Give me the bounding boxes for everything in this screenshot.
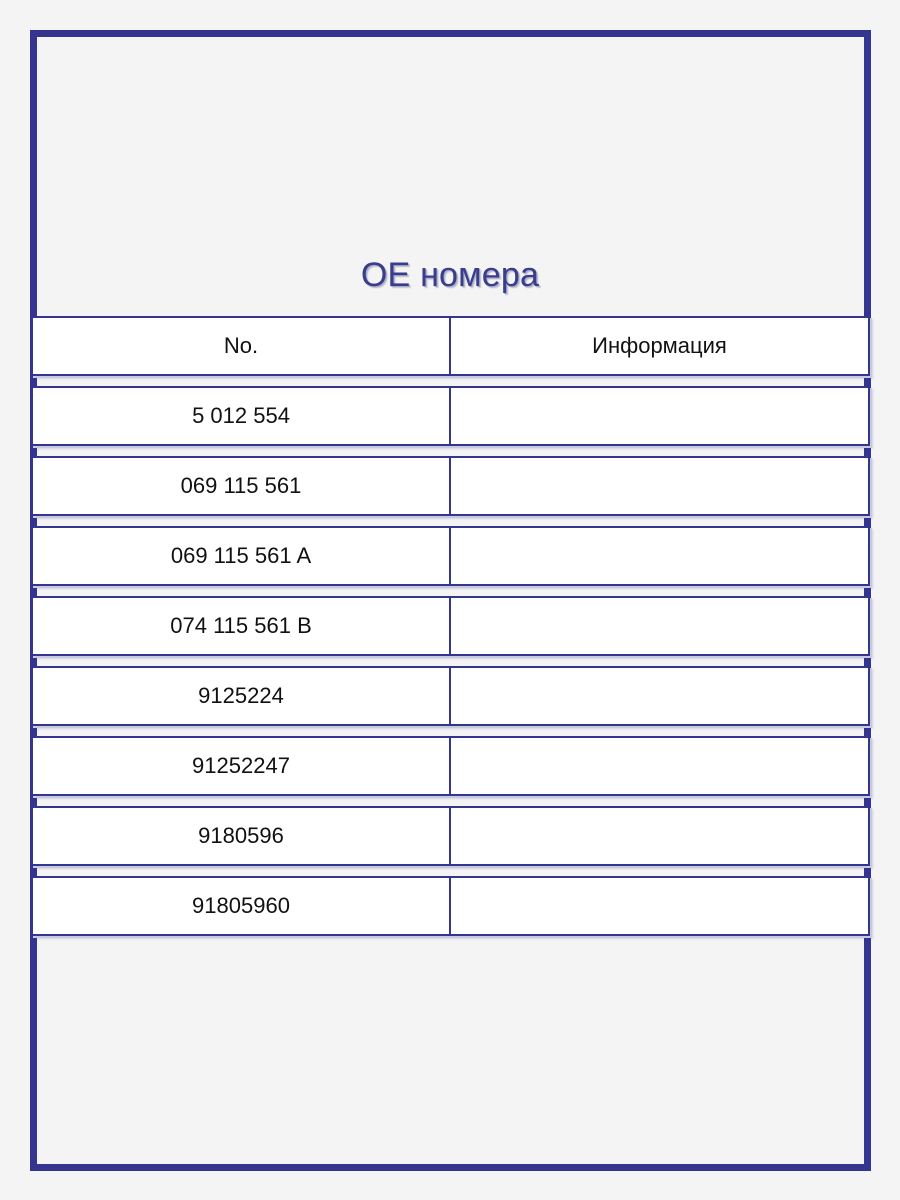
- page-title: OE номера: [360, 256, 540, 294]
- table-row: [31, 806, 870, 866]
- table-row: [31, 386, 870, 446]
- table-row: [31, 876, 870, 936]
- oe-number-cell: 5 012 554: [33, 388, 451, 444]
- info-cell: [451, 528, 868, 584]
- oe-number-cell: 9180596: [33, 808, 451, 864]
- info-cell: [451, 598, 868, 654]
- info-cell: [451, 808, 868, 864]
- header-number: No.: [33, 318, 451, 374]
- table-row: [31, 526, 870, 586]
- oe-number-cell: 91805960: [33, 878, 451, 934]
- oe-number-cell: 069 115 561 A: [33, 528, 451, 584]
- header-info: Информация: [592, 333, 727, 358]
- info-cell: [451, 878, 868, 934]
- info-cell: [451, 388, 868, 444]
- info-cell: [451, 668, 868, 724]
- oe-number-cell: 91252247: [33, 738, 451, 794]
- oe-number-cell: 069 115 561: [33, 458, 451, 514]
- table-header-row: [31, 316, 870, 376]
- oe-number-cell: 9125224: [33, 668, 451, 724]
- info-cell: [451, 458, 868, 514]
- table-row: [31, 736, 870, 796]
- table-row: [31, 456, 870, 516]
- info-cell: [451, 738, 868, 794]
- table-row: [31, 666, 870, 726]
- table-row: [31, 596, 870, 656]
- oe-number-cell: 074 115 561 B: [33, 598, 451, 654]
